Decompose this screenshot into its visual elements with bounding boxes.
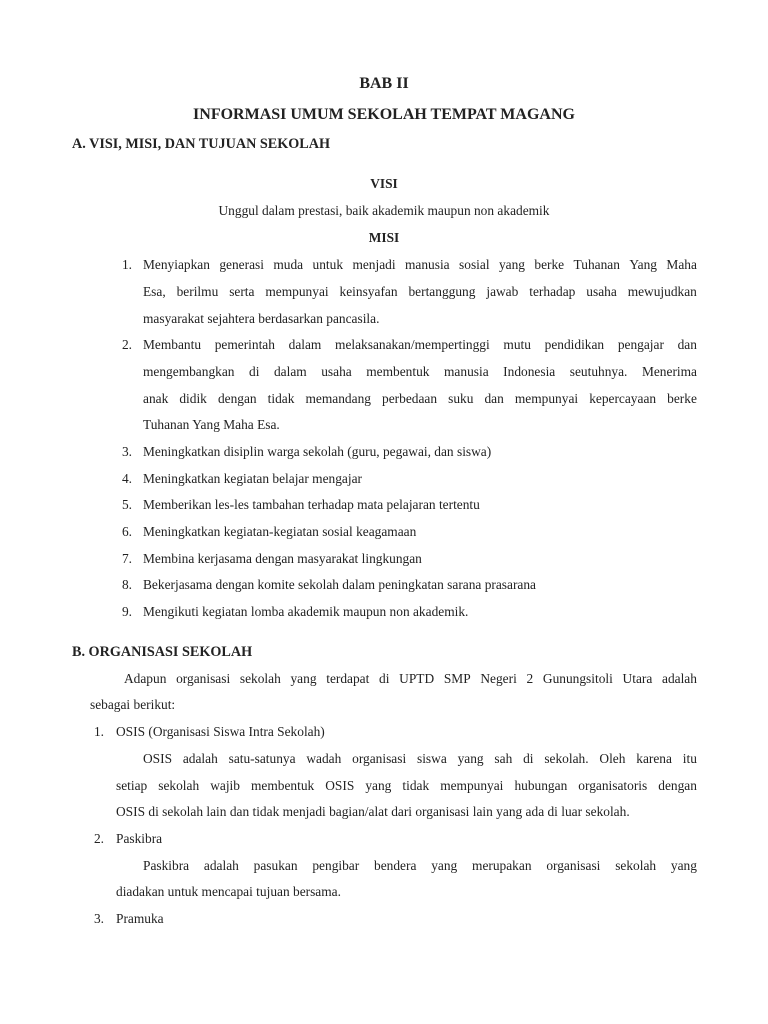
misi-line: Mengikuti kegiatan lomba akademik maupun non akademik. — [143, 604, 469, 619]
misi-line: mengembangkan di dalam usaha membentuk manusia Indonesia seutuhnya. Menerima — [143, 364, 697, 379]
org-desc-line: OSIS di sekolah lain dan tidak menjadi bagian/alat dari organisasi lain yang ada di luar sekolah. — [116, 804, 630, 819]
chapter-number: BAB II — [359, 75, 409, 92]
org-desc-line: setiap sekolah wajib membentuk OSIS yang tidak mempunyai hubungan organisatoris dengan — [116, 778, 697, 793]
misi-number: 8. — [121, 577, 132, 592]
org-desc-line: Paskibra adalah pasukan pengibar bendera yang merupakan organisasi sekolah yang — [143, 858, 697, 873]
misi-line: Memberikan les-les tambahan terhadap mata pelajaran tertentu — [143, 497, 480, 512]
section-b-heading: B. ORGANISASI SEKOLAH — [72, 644, 253, 660]
misi-number: 5. — [121, 497, 132, 512]
misi-number: 1. — [121, 257, 132, 272]
misi-number: 2. — [121, 337, 132, 352]
misi-line: anak didik dengan tidak memandang perbedaan suku dan mempunyai kepercayaan berke — [143, 391, 697, 406]
misi-line: Meningkatkan kegiatan-kegiatan sosial keagamaan — [143, 524, 417, 539]
misi-line: masyarakat sejahtera berdasarkan pancasila. — [143, 311, 380, 326]
visi-label: VISI — [370, 176, 398, 191]
visi-text: Unggul dalam prestasi, baik akademik maupun non akademik — [218, 203, 550, 218]
org-desc-line: diadakan untuk mencapai tujuan bersama. — [116, 884, 341, 899]
intro-line: sebagai berikut: — [90, 697, 176, 712]
org-number: 1. — [93, 724, 104, 739]
misi-line: Membantu pemerintah dalam melaksanakan/mempertinggi mutu pendidikan pengajar dan — [143, 337, 697, 352]
misi-number: 3. — [121, 444, 132, 459]
misi-line: Esa, berilmu serta mempunyai keinsyafan bertanggung jawab terhadap usaha mewujudkan — [143, 284, 697, 299]
chapter-title: INFORMASI UMUM SEKOLAH TEMPAT MAGANG — [193, 106, 575, 123]
misi-line: Membina kerjasama dengan masyarakat lingkungan — [143, 551, 422, 566]
org-title: OSIS (Organisasi Siswa Intra Sekolah) — [116, 724, 325, 739]
section-a-heading: A. VISI, MISI, DAN TUJUAN SEKOLAH — [72, 136, 331, 152]
misi-label: MISI — [368, 230, 400, 245]
misi-line: Meningkatkan kegiatan belajar mengajar — [143, 471, 362, 486]
intro-line: Adapun organisasi sekolah yang terdapat di UPTD SMP Negeri 2 Gunungsitoli Utara adalah — [124, 671, 697, 686]
org-desc-line: OSIS adalah satu-satunya wadah organisasi siswa yang sah di sekolah. Oleh karena itu — [143, 751, 697, 766]
misi-number: 9. — [121, 604, 132, 619]
misi-line: Meningkatkan disiplin warga sekolah (guru, pegawai, dan siswa) — [143, 444, 492, 459]
org-number: 2. — [93, 831, 104, 846]
misi-number: 7. — [121, 551, 132, 566]
org-title: Pramuka — [116, 911, 164, 926]
misi-line: Bekerjasama dengan komite sekolah dalam peningkatan sarana prasarana — [143, 577, 536, 592]
org-number: 3. — [93, 911, 104, 926]
misi-number: 6. — [121, 524, 132, 539]
misi-line: Menyiapkan generasi muda untuk menjadi manusia sosial yang berke Tuhanan Yang Maha — [143, 257, 697, 272]
misi-line: Tuhanan Yang Maha Esa. — [143, 417, 280, 432]
misi-number: 4. — [121, 471, 132, 486]
org-title: Paskibra — [116, 831, 163, 846]
